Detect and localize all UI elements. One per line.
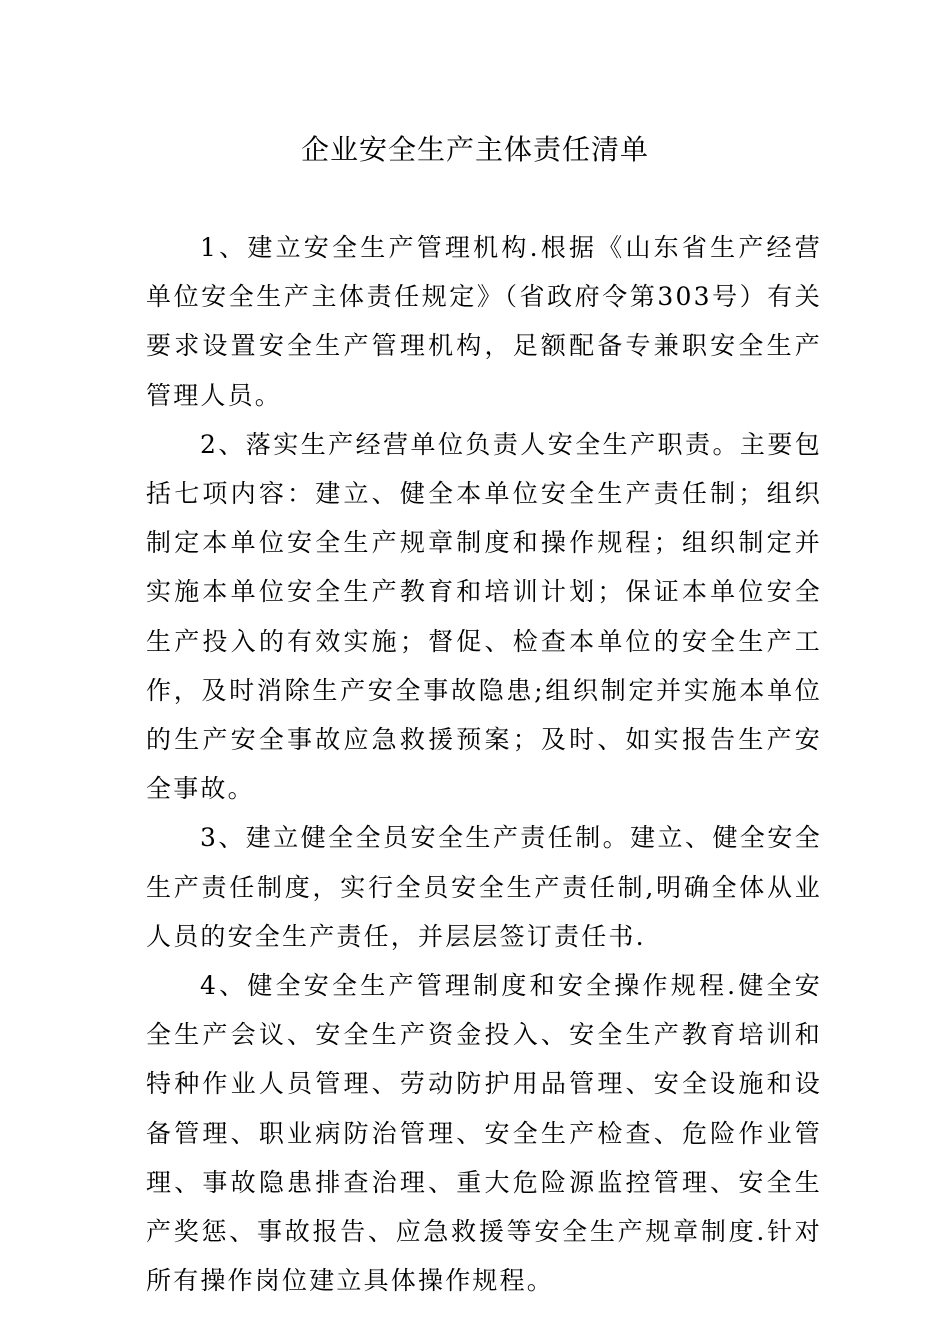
paragraph-2: 2、落实生产经营单位负责人安全生产职责。主要包括七项内容：建立、健全本单位安全生产责任制；组织制定本单位安全生产规章制度和操作规程；组织制定并实施本单位安全生产教育和培训计划；保证本单位安全生产投入的有效实施；督促、检查本单位的安全生产工作，及时消除生产安全事故隐患;组织制定并实施本单位的生产安全事故应急救援预案；及时、如实报告生产安全事故。	[146, 429, 822, 804]
paragraph-4: 4、健全安全生产管理制度和安全操作规程.健全安全生产会议、安全生产资金投入、安全生产教育培训和特种作业人员管理、劳动防护用品管理、安全设施和设备管理、职业病防治管理、安全生产检查、危险作业管理、事故隐患排查治理、重大危险源监控管理、安全生产奖惩、事故报告、应急救援等安全生产规章制度.针对所有操作岗位建立具体操作规程。	[146, 971, 822, 1296]
document-body	[146, 223, 822, 1305]
document-title: 企业安全生产主体责任清单	[300, 133, 649, 166]
paragraph-1: 1、建立安全生产管理机构.根据《山东省生产经营单位安全生产主体责任规定》（省政府令第303号）有关要求设置安全生产管理机构，足额配备专兼职安全生产管理人员。	[146, 233, 822, 410]
paragraph-3: 3、建立健全全员安全生产责任制。建立、健全安全生产责任制度，实行全员安全生产责任制,明确全体从业人员的安全生产责任，并层层签订责任书.	[146, 823, 822, 951]
